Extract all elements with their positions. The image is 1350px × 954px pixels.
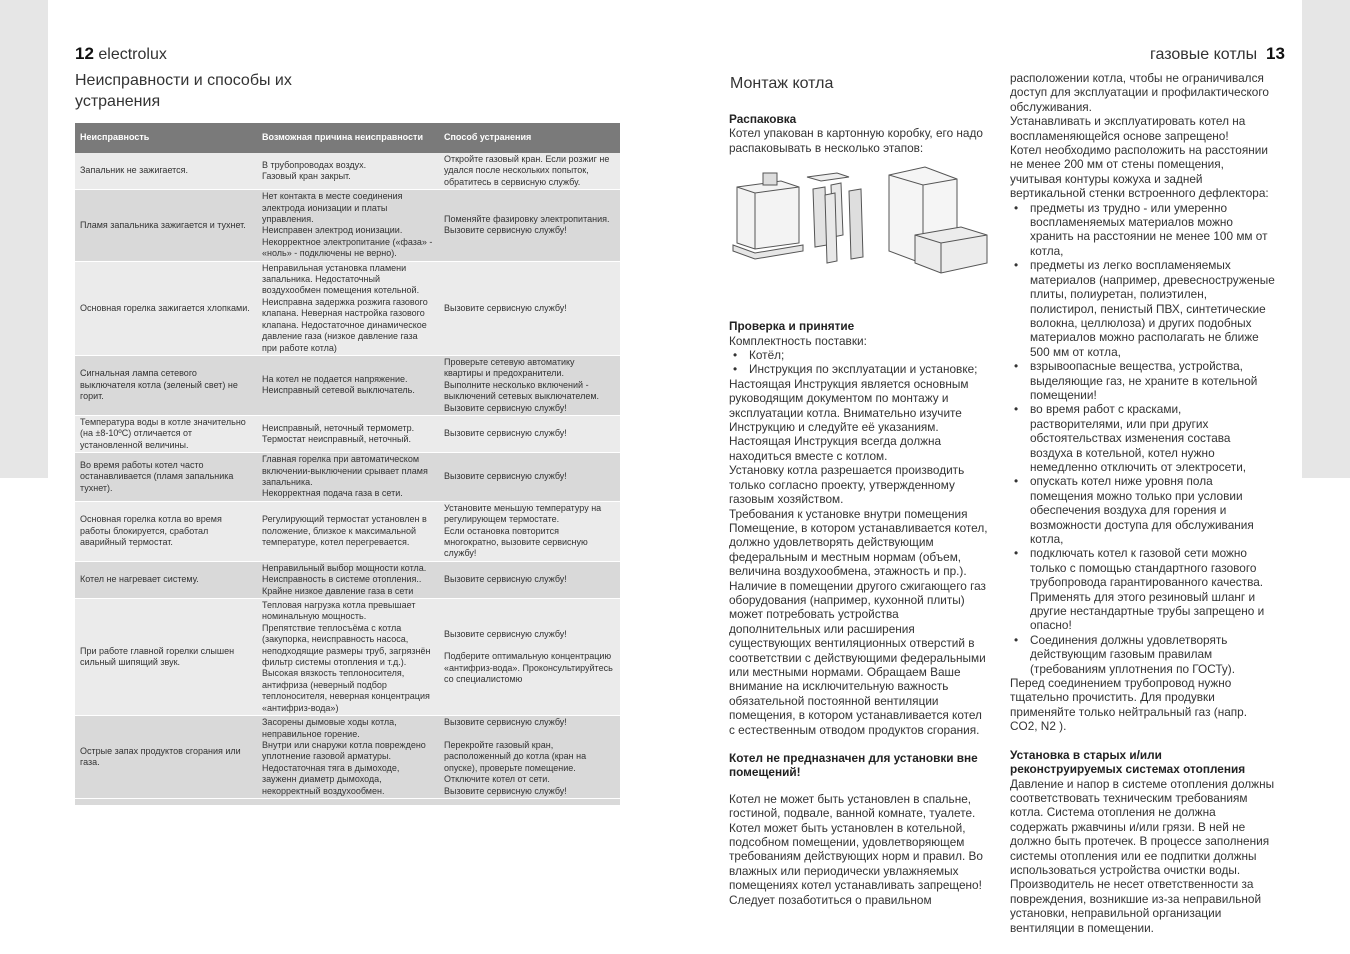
cause-cell: Неправильный выбор мощности котла. Неисправность в системе отопления.. Крайне низкое давление газа в сети (257, 561, 439, 598)
section-label: газовые котлы (1150, 46, 1258, 63)
list-item: • предметы из легко воспламеняемых материалов (например, древесноструженые плиты, полиуретан, полиэтилен, полистирол, пенистый ПВХ, синтетические волокна, целлюлоза) и других подобных материалов можно располагать не ближе 500 мм от котла, (1010, 258, 1276, 359)
fault-cell: Во время работы котел часто останавливается (пламя запальника тухнет). (75, 453, 257, 502)
room-requirements-paragraph: Требования к установке внутри помещения Помещение, в котором устанавливается котел, должно удовлетворять действующим федеральным и местным нормам (объем, величина воздухообмена, этажность и пр.). Наличие в помещении другого сжигающего газ оборудования (например, кухонной плиты) может потребовать устройства дополнительных или расширения существующих вентиляционных отверстий в соответствии с действующими федеральными или местными нормами. Обращаем Ваше внимание на исключительную важность обязательной постоянной вентиляции помещения, в котором устанавливается котел с естественным отводом продуктов сгорания. (729, 506, 988, 737)
instructions-paragraph: Настоящая Инструкция является основным руководящим документом по монтажу и эксплуатации котла. Внимательно изучите Инструкцию и следуйте её указаниям. Настоящая Инструкция всегда должна находиться вместе с котлом. (729, 376, 969, 463)
room-restrictions-paragraph: Котел не может быть установлен в спальне, гостиной, подвале, ванной комнате, туалете. Котел может быть установлен в котельной, подсобном помещении, удовлетворяющем требованиям действующих норм и правил. Во влажных или периодически увлажняемых помещениях котел устанавливать запрещено! Следует позаботиться о правильном (729, 791, 983, 907)
table-row (75, 355, 620, 415)
right-edge-tab (1302, 0, 1350, 478)
header-remedy: Способ устранения (439, 123, 620, 153)
table-row (75, 415, 620, 452)
distance-paragraph: Котел необходимо расположить на расстоянии не менее 200 мм от стены помещения, учитывая контуры кожуха и задней вертикальной стенки встроенного дефлектора: (1010, 143, 1269, 201)
table-row (75, 599, 620, 716)
list-item: • опускать котел ниже уровня пола помещения можно только при условии обеспечения воздуха для горения и возможности доступа для обслуживания котла, (1010, 474, 1276, 546)
remedy-cell: Вызовите сервисную службу! Подберите оптимальную концентрацию «антифриз-вода». Проконсультируйтесь со специалистомю (439, 599, 620, 716)
remedy-cell: Вызовите сервисную службу! (439, 261, 620, 355)
unpacking-text: Котел упакован в картонную коробку, его надо распаковывать в несколько этапов: (729, 126, 983, 155)
header-cause: Возможная причина неисправности (257, 123, 439, 153)
right-page-header (1150, 44, 1285, 64)
left-page-number: 12 (75, 44, 94, 63)
old-systems-paragraph: Давление и напор в системе отопления должны соответствовать техническим требованиям котла. Система отопления не должна содержать ржавчины и/или грязи. В ней не должно быть протечек. В процессе заполнения системы отопления или ее подпитки должны использоваться устройства очистки воды. Производитель не несет ответственности за повреждения, возникшие из-за неправильной установки, неправильной организации вентиляции в помещении. (1010, 776, 1275, 935)
list-item: • предметы из трудно - или умеренно воспламеняемых материалов можно хранить на расстоянии не менее 100 мм от котла, (1010, 201, 1276, 259)
flammable-base-paragraph: Устанавливать и эксплуатировать котел на воспламеняющейся основе запрещено! (1010, 114, 1246, 143)
project-paragraph: Установку котла разрешается производить только согласно проекту, утвержденному газовым хозяйством. (729, 463, 965, 507)
outdoor-warning-heading: Котел не предназначен для установки вне помещений! (729, 751, 978, 780)
list-item: • Соединения должны удовлетворять действующим газовым правилам (требованиям уплотнения по ГОСТу). (1010, 633, 1276, 676)
delivery-list (729, 348, 991, 377)
remedy-cell: Проверьте сетевую автоматику квартиры и предохранители. Выполните несколько включений - выключений сетевых выключателем. Вызовите сервисную службу! (439, 355, 620, 415)
old-systems-heading: Установка в старых и/или реконструируемых системах отопления (1010, 747, 1246, 777)
fault-cell: Запальник не зажигается. (75, 153, 257, 190)
table-row (75, 453, 620, 502)
cause-cell: В трубопроводах воздух. Газовый кран закрыт. (257, 153, 439, 190)
unpacking-heading: Распаковка (729, 112, 797, 126)
right-column-1 (729, 112, 991, 907)
safety-list (1010, 201, 1276, 676)
list-item: • во время работ с красками, растворителями, или при других обстоятельствах изменения состава воздуха в котельной, котел нужно немедленно отключить от электросети, (1010, 402, 1276, 474)
fault-cell: Сигнальная лампа сетевого выключателя котла (зеленый свет) не горит. (75, 355, 257, 415)
list-item: • Котёл; (729, 348, 991, 362)
cause-cell: Главная горелка при автоматическом включении-выключении срывает пламя запальника. Некорректная подача газа в сети. (257, 453, 439, 502)
fault-cell: Котел не нагревает систему. (75, 561, 257, 598)
table-footer-band (75, 798, 620, 805)
cause-cell: Нет контакта в месте соединения электрода ионизации и платы управления. Неисправен электрод ионизации. Некорректное электропитание («фаза» - «ноль» - подключены не верно). (257, 190, 439, 261)
remedy-cell: Вызовите сервисную службу! Перекройте газовый кран, расположенный до котла (кран на опуске), проверьте помещение. Отключите котел от сети. Вызовите сервисную службу! (439, 716, 620, 799)
remedy-cell: Вызовите сервисную службу! (439, 415, 620, 452)
footer-cell (257, 798, 439, 805)
table-row (75, 501, 620, 561)
installation-title: Монтаж котла (730, 75, 834, 92)
footer-cell (439, 798, 620, 805)
check-heading: Проверка и принятие (729, 319, 855, 334)
purge-paragraph: Перед соединением трубопровод нужно тщательно прочистить. Для продувки применяйте только нейтральный газ (напр. CO2, N2 ). (1010, 676, 1248, 734)
unpacking-steps-figure (729, 165, 999, 305)
cause-cell: На котел не подается напряжение. Неисправный сетевой выключатель. (257, 355, 439, 415)
cause-cell: Неправильная установка пламени запальника. Недостаточный воздухообмен помещения котельной. Неисправна задержка розжига газового клапана. Неверная настройка газового клапана. Недостаточное динамическое давление газа (низкое давление газа при работе котла) (257, 261, 439, 355)
table-row (75, 261, 620, 355)
fault-cell: Острые запах продуктов сгорания или газа. (75, 716, 257, 799)
fault-cell: Основная горелка зажигается хлопками. (75, 261, 257, 355)
fault-cell: При работе главной горелки слышен сильный шипящий звук. (75, 599, 257, 716)
list-item: • подключать котел к газовой сети можно только с помощью стандартного газового трубопровода гарантированного качества. Применять для этого резиновый шланг и другие нестандартные трубы запрещено и опасно! (1010, 546, 1276, 632)
fault-cell: Температура воды в котле значительно (на ±8-10ºC) отличается от установленной величины. (75, 415, 257, 452)
check-text: Комплектность поставки: (729, 333, 867, 348)
list-item: • Инструкция по эксплуатации и установке; (729, 362, 991, 376)
right-page-number: 13 (1266, 44, 1285, 63)
cause-cell: Засорены дымовые ходы котла, неправильное горение. Внутри или снаружи котла повреждено уплотнение газовой арматуры. Недостаточная тяга в дымоходе, зауженн диаметр дымохода, некорректный воздухообмен. (257, 716, 439, 799)
list-item: • взрывоопасные вещества, устройства, выделяющие газ, не храните в котельной помещении! (1010, 359, 1276, 402)
troubleshooting-title: Неисправности и способы их устранения (75, 72, 292, 110)
remedy-cell: Вызовите сервисную службу! (439, 453, 620, 502)
remedy-cell: Вызовите сервисную службу! (439, 561, 620, 598)
brand-name: electrolux (98, 46, 167, 63)
cause-cell: Тепловая нагрузка котла превышает номинальную мощность. Препятствие теплосъёма с котла (закупорка, неисправность насоса, неподходящие размеры труб, загрязнён фильтр системы отопления и т.д.). Высокая вязкость теплоносителя, антифриза (неверный подбор теплоносителя, неверная концентрация «антифриз-вода») (257, 599, 439, 716)
table-row (75, 190, 620, 261)
cause-cell: Неисправный, неточный термометр. Термостат неисправный, неточный. (257, 415, 439, 452)
table-header-row (75, 123, 620, 153)
remedy-cell: Установите меньшую температуру на регулирующем термостате. Если остановка повторится многократно, вызовите сервисную службу! (439, 501, 620, 561)
remedy-cell: Поменяйте фазировку электропитания. Вызовите сервисную службу! (439, 190, 620, 261)
placement-paragraph: расположении котла, чтобы не ограничивался доступ для эксплуатации и профилактического обслуживания. (1010, 71, 1269, 114)
footer-cell (75, 798, 257, 805)
table-row (75, 716, 620, 799)
right-column-2 (1010, 71, 1276, 935)
header-fault: Неисправность (75, 123, 257, 153)
left-edge-tab (0, 0, 48, 478)
remedy-cell: Откройте газовый кран. Если розжиг не удался после нескольких попыток, обратитесь в сервисную службу. (439, 153, 620, 190)
fault-cell: Пламя запальника зажигается и тухнет. (75, 190, 257, 261)
left-page-header (75, 44, 167, 64)
table-row (75, 153, 620, 190)
cause-cell: Регулирующий термостат установлен в положение, близкое к максимальной температуре, котел перегревается. (257, 501, 439, 561)
troubleshooting-table (75, 123, 620, 806)
fault-cell: Основная горелка котла во время работы блокируется, сработал аварийный термостат. (75, 501, 257, 561)
unpacking-illustration (729, 165, 991, 313)
table-row (75, 561, 620, 598)
